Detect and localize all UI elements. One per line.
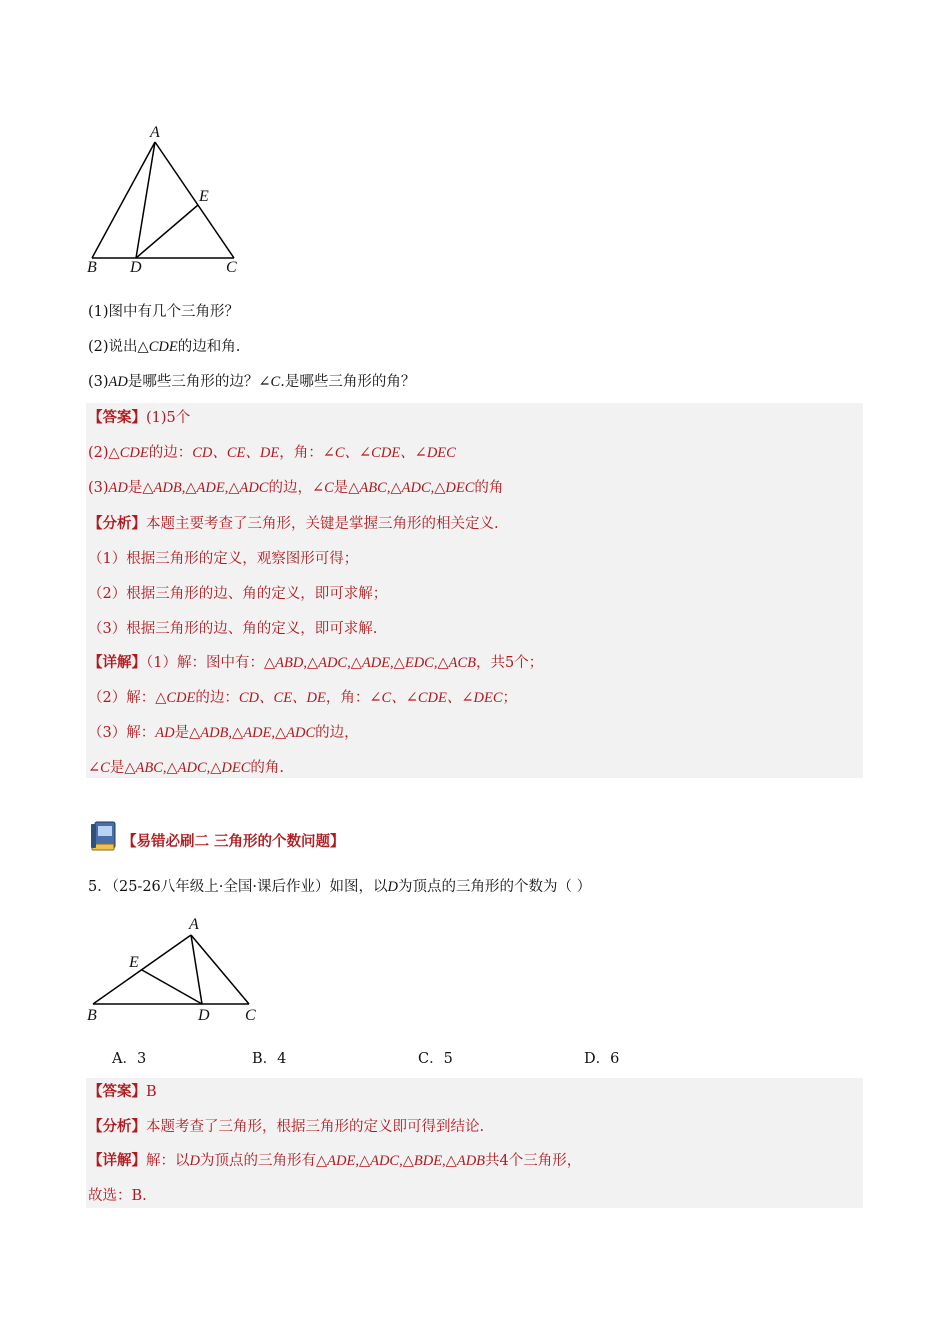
label-E: E (129, 954, 139, 971)
label-D: D (130, 259, 142, 276)
answer-1-line-3: (3)AD是△ADB,△ADE,△ADC的边，∠C是△ABC,△ADC,△DEC的角 (88, 480, 504, 496)
choice-d[interactable]: D．6 (584, 1051, 620, 1067)
label-B: B (87, 1007, 97, 1024)
question-1: (1)图中有几个三角形？ (88, 304, 240, 320)
label-E: E (199, 188, 209, 205)
detail-5: 【详解】解：以D为顶点的三角形有△ADE,△ADC,△BDE,△ADB共4个三角形， (88, 1152, 582, 1169)
detail-5-final: 故选：B. (88, 1188, 147, 1204)
question-3: (3)AD是哪些三角形的边？∠C.是哪些三角形的角？ (88, 374, 416, 390)
analysis-5: 【分析】本题考查了三角形，根据三角形的定义即可得到结论. (88, 1118, 485, 1135)
label-B: B (87, 259, 97, 276)
edge-DE (136, 205, 198, 258)
label-A: A (189, 916, 199, 933)
choice-a[interactable]: A．3 (112, 1051, 147, 1067)
detail-1-line-1: 【详解】（1）解：图中有：△ABD,△ADC,△ADE,△EDC,△ACB，共5个； (88, 654, 544, 671)
analysis-1-step-3: （3）根据三角形的边、角的定义，即可求解. (88, 621, 378, 637)
book-icon (89, 820, 119, 852)
section-title: 【易错必刷二 三角形的个数问题】 (122, 833, 345, 850)
label-A: A (150, 124, 160, 141)
question-2: (2)说出△CDE的边和角. (88, 339, 241, 355)
analysis-1: 【分析】本题主要考查了三角形，关键是掌握三角形的相关定义. (88, 515, 499, 532)
label-C: C (245, 1007, 256, 1024)
edge-AB (93, 935, 191, 1004)
answer-1-line-1: 【答案】(1)5个 (88, 409, 191, 426)
choice-b[interactable]: B．4 (252, 1051, 287, 1067)
answer-5: 【答案】B (88, 1083, 157, 1100)
answer-1-line-2: (2)△CDE的边：CD、CE、DE，角：∠C、∠CDE、∠DEC (88, 445, 456, 461)
triangle-figure-2 (84, 918, 264, 1018)
edge-AC (155, 142, 234, 258)
edge-ED (142, 970, 202, 1004)
label-D: D (198, 1007, 210, 1024)
detail-1-line-4: ∠C是△ABC,△ADC,△DEC的角. (88, 760, 285, 776)
label-C: C (226, 259, 237, 276)
detail-1-line-3: （3）解：AD是△ADB,△ADE,△ADC的边， (88, 725, 359, 741)
analysis-1-step-2: （2）根据三角形的边、角的定义，即可求解； (88, 586, 388, 602)
analysis-1-step-1: （1）根据三角形的定义，观察图形可得； (88, 551, 359, 567)
answer-box-5 (86, 1078, 863, 1208)
question-5: 5．（25-26八年级上·全国·课后作业）如图，以D为顶点的三角形的个数为（ ） (88, 879, 592, 895)
choice-c[interactable]: C．5 (418, 1051, 453, 1067)
detail-1-line-2: （2）解：△CDE的边：CD、CE、DE，角：∠C、∠CDE、∠DEC； (88, 690, 518, 706)
